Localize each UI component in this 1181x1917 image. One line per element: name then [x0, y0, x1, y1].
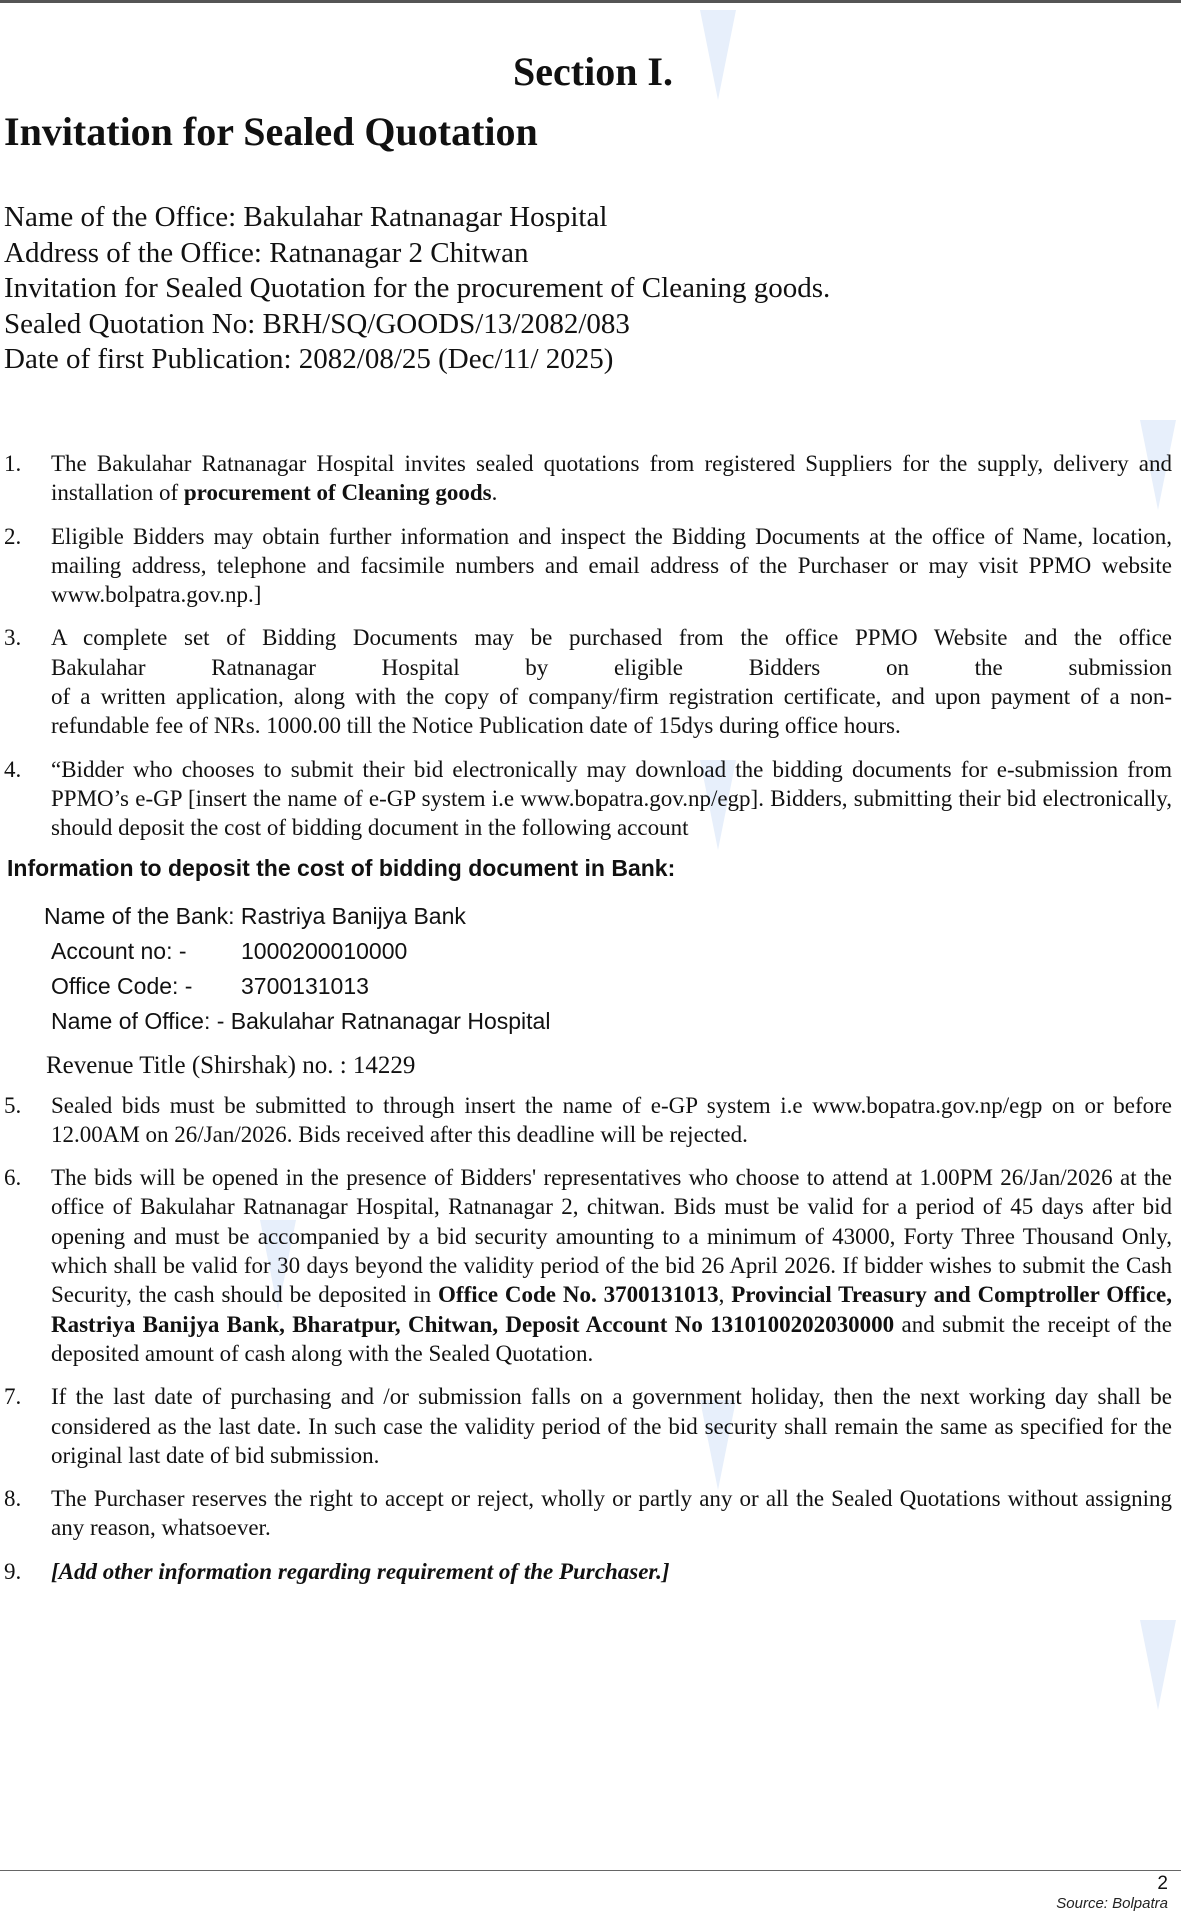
clause-text: Eligible Bidders may obtain further information and inspect the Bidding Documents at the office of Name, location, mailing address, telephone and facsimile numbers and email address of the Purchaser or may visit PPMO website www.bolpatra.gov.np.] — [51, 523, 1172, 608]
clause-number: 6. — [4, 1165, 22, 1191]
clause-2 — [0, 522, 1172, 610]
clause-text-part: The bids will be opened in the presence of Bidders' representatives who choose to attend at 1.00PM 26/Jan/2026 at the office of Bakulahar Ratnanagar Hospital, Ratnanagar 2, chitwan. Bids must be valid for a period of 45 days after bid opening and must be accompanied by a bid security amounting to a minimum of 43000, Forty Three Thousand Only, which shall be valid for 30 days beyond the validity period of the bid 26 April 2026. If bidder wishes to submit the Cash Security, the cash should be deposited in — [51, 1165, 1172, 1308]
clause-number: 4. — [4, 756, 22, 782]
clause-text-line: A complete set of Bidding Documents may be purchased from the office PPMO Website and the office — [51, 625, 1172, 651]
section-title: Section I. — [513, 49, 673, 94]
clause-text: If the last date of purchasing and /or submission falls on a government holiday, then the next working day shall be considered as the last date. In such case the validity period of the bid security shall remain the same as specified for the original last date of bid submission. — [51, 1384, 1172, 1468]
account-row — [51, 934, 1172, 969]
clause-9 — [0, 1557, 1172, 1586]
clause-italic-text: [Add other information regarding requirement of the Purchaser.] — [51, 1558, 670, 1584]
page-number: 2 — [1157, 1873, 1168, 1894]
clause-1 — [0, 449, 1172, 508]
clause-text: Sealed bids must be submitted to through insert the name of e-GP system i.e www.bopatra.gov.np/egp on or before 12.00AM on 26/Jan/2026. Bids received after this deadline will be rejected. — [51, 1092, 1172, 1147]
quotation-number: Sealed Quotation No: BRH/SQ/GOODS/13/2082/083 — [4, 307, 630, 340]
clause-number: 3. — [4, 625, 22, 651]
clause-number: 1. — [4, 451, 22, 476]
source-note: Source: Bolpatra — [1056, 1895, 1168, 1912]
clause-bold-part: Provincial Treasury and Comptroller Office, Rastriya Banijya Bank, Bharatpur, Chitwan, Deposit Account No 1310100202030000 — [51, 1282, 1172, 1337]
clause-bold-part: procurement of Cleaning goods — [183, 480, 492, 506]
office-address: Address of the Office: Ratnanagar 2 Chitwan — [4, 236, 529, 269]
clause-number: 9. — [4, 1558, 22, 1584]
clause-text-part: The Bakulahar Ratnanagar Hospital invites sealed quotations from registered Suppliers for the supply, delivery and installation of — [51, 451, 1172, 506]
clause-text — [51, 1557, 1172, 1586]
invitation-line: Invitation for Sealed Quotation for the procurement of Cleaning goods. — [4, 272, 831, 304]
clause-text: “Bidder who chooses to submit their bid electronically may download the bidding documents for e-submission from PPMO’s e-GP [insert the name of e-GP system i.e www.bopatra.gov.np/egp]. Bidders, submitting their bid electronically, should deposit the cost of bidding document in the following account — [51, 756, 1172, 841]
clause-number: 7. — [4, 1384, 22, 1410]
account-value: 1000200010000 — [241, 937, 408, 964]
clause-7 — [0, 1382, 1172, 1470]
clause-6 — [0, 1163, 1172, 1368]
clause-text — [51, 449, 1172, 508]
bank-name: Name of the Bank: Rastriya Banijya Bank — [44, 902, 466, 929]
publication-date: Date of first Publication: 2082/08/25 (Dec/11/ 2025) — [4, 343, 614, 375]
clause-text-part: . — [491, 480, 498, 506]
page-title: Invitation for Sealed Quotation — [4, 109, 538, 154]
clause-text: The Purchaser reserves the right to accept or reject, wholly or partly any or all the Sealed Quotations without assigning any reason, whatsoever. — [51, 1486, 1172, 1541]
watermark-arrow-icon — [1140, 1620, 1176, 1710]
clause-number: 8. — [4, 1486, 22, 1512]
office-info — [4, 200, 830, 378]
clause-text — [51, 1163, 1172, 1368]
revenue-title: Revenue Title (Shirshak) no. : 14229 — [46, 1051, 416, 1079]
clause-number: 2. — [4, 523, 22, 549]
bank-info — [0, 853, 1172, 1083]
clause-8 — [0, 1484, 1172, 1543]
office-code-row — [51, 969, 1172, 1004]
bank-office-name: Name of Office: - Bakulahar Ratnanagar Hospital — [51, 1007, 551, 1034]
office-code-value: 3700131013 — [241, 972, 369, 999]
clause-text-line: Bakulahar Ratnanagar Hospital by eligible Bidders on the submission — [51, 654, 1172, 680]
top-rule — [0, 0, 1181, 3]
clause-3 — [0, 623, 1172, 740]
clause-bold-part: Office Code No. 3700131013 — [438, 1282, 719, 1308]
account-label: Account no: - — [51, 937, 187, 964]
office-name: Name of the Office: Bakulahar Ratnanagar Hospital — [4, 201, 608, 233]
clause-number: 5. — [4, 1092, 22, 1118]
bank-heading: Information to deposit the cost of bidding document in Bank: — [7, 854, 676, 881]
clause-text: of a written application, along with the copy of company/firm registration certificate, and upon payment of a non-refundable fee of NRs. 1000.00 till the Notice Publication date of 15dys during office hours. — [51, 684, 1172, 739]
clause-5 — [0, 1091, 1172, 1150]
clause-4 — [0, 755, 1172, 843]
office-code-label: Office Code: - — [51, 972, 193, 999]
clause-list — [0, 449, 1172, 1600]
clause-text-part: and submit the receipt of the deposited amount of cash along with the Sealed Quotation. — [51, 1311, 1172, 1366]
footer-rule — [0, 1870, 1181, 1871]
clause-text-part: , — [718, 1282, 732, 1308]
